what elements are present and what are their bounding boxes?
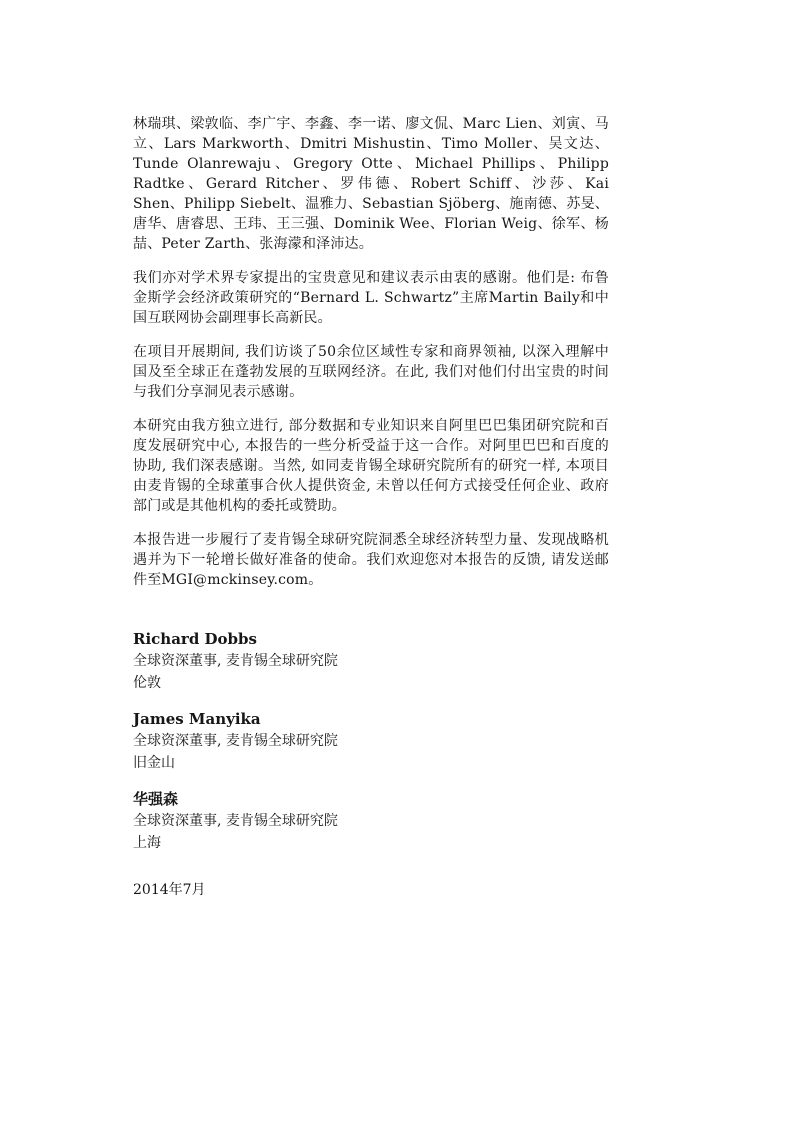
signature-list (133, 628, 609, 854)
acknowledgments-names-paragraph: 林瑞琪、梁敦临、李广宇、李鑫、李一诺、廖文侃、Marc Lien、刘寅、马立、Lars Markworth、Dmitri Mishustin、Timo Moller、吴文达、Tunde Olanrewaju、Gregory Otte、Michael Phillips、Philipp Radtke、Gerard Ritcher、罗伟德、Robert Schiff、沙莎、Kai Shen、Philipp Siebelt、温雅力、Sebastian Sjöberg、施南德、苏旻、唐华、唐睿思、王玮、王三强、Dominik Wee、Florian Weig、徐军、杨喆、Peter Zarth、张海濛和泽沛达。 (133, 116, 609, 252)
signature-location: 上海 (133, 835, 161, 851)
signature-title: 全球资深董事, 麦肯锡全球研究院 (133, 653, 338, 669)
interviews-paragraph: 在项目开展期间, 我们访谈了50余位区域性专家和商界领袖, 以深入理解中国及至全球正在蓬勃发展的互联网经济。在此, 我们对他们付出宝贵的时间与我们分享洞见表示感谢。 (133, 344, 609, 400)
signature-name: Richard Dobbs (133, 630, 257, 648)
signature-location: 伦敦 (133, 675, 161, 691)
signature-name: James Manyika (133, 710, 261, 728)
signature-name: 华强森 (133, 790, 179, 808)
signature-block (133, 788, 609, 854)
signature-title: 全球资深董事, 麦肯锡全球研究院 (133, 813, 338, 829)
independence-paragraph: 本研究由我方独立进行, 部分数据和专业知识来自阿里巴巴集团研究院和百度发展研究中心, 本报告的一些分析受益于这一合作。对阿里巴巴和百度的协助, 我们深表感谢。当然, 如同麦肯锡全球研究院所有的研究一样, 本项目由麦肯锡的全球董事合伙人提供资金, 未曾以任何方式接受任何企业、政府部门或是其他机构的委托或赞助。 (133, 418, 609, 514)
signature-title: 全球资深董事, 麦肯锡全球研究院 (133, 733, 338, 749)
mission-feedback-paragraph: 本报告进一步履行了麦肯锡全球研究院洞悉全球经济转型力量、发现战略机遇并为下一轮增长做好准备的使命。我们欢迎您对本报告的反馈, 请发送邮件至MGI@mckinsey.com。 (133, 532, 609, 588)
signature-block (133, 628, 609, 694)
academic-experts-paragraph: 我们亦对学术界专家提出的宝贵意见和建议表示由衷的感谢。他们是: 布鲁金斯学会经济政策研究的“Bernard L. Schwartz”主席Martin Baily和中国互联网协会副理事长高新民。 (133, 270, 609, 326)
signature-location: 旧金山 (133, 755, 175, 771)
publication-date: 2014年7月 (133, 882, 206, 898)
page-content (133, 114, 609, 900)
signature-block (133, 708, 609, 774)
